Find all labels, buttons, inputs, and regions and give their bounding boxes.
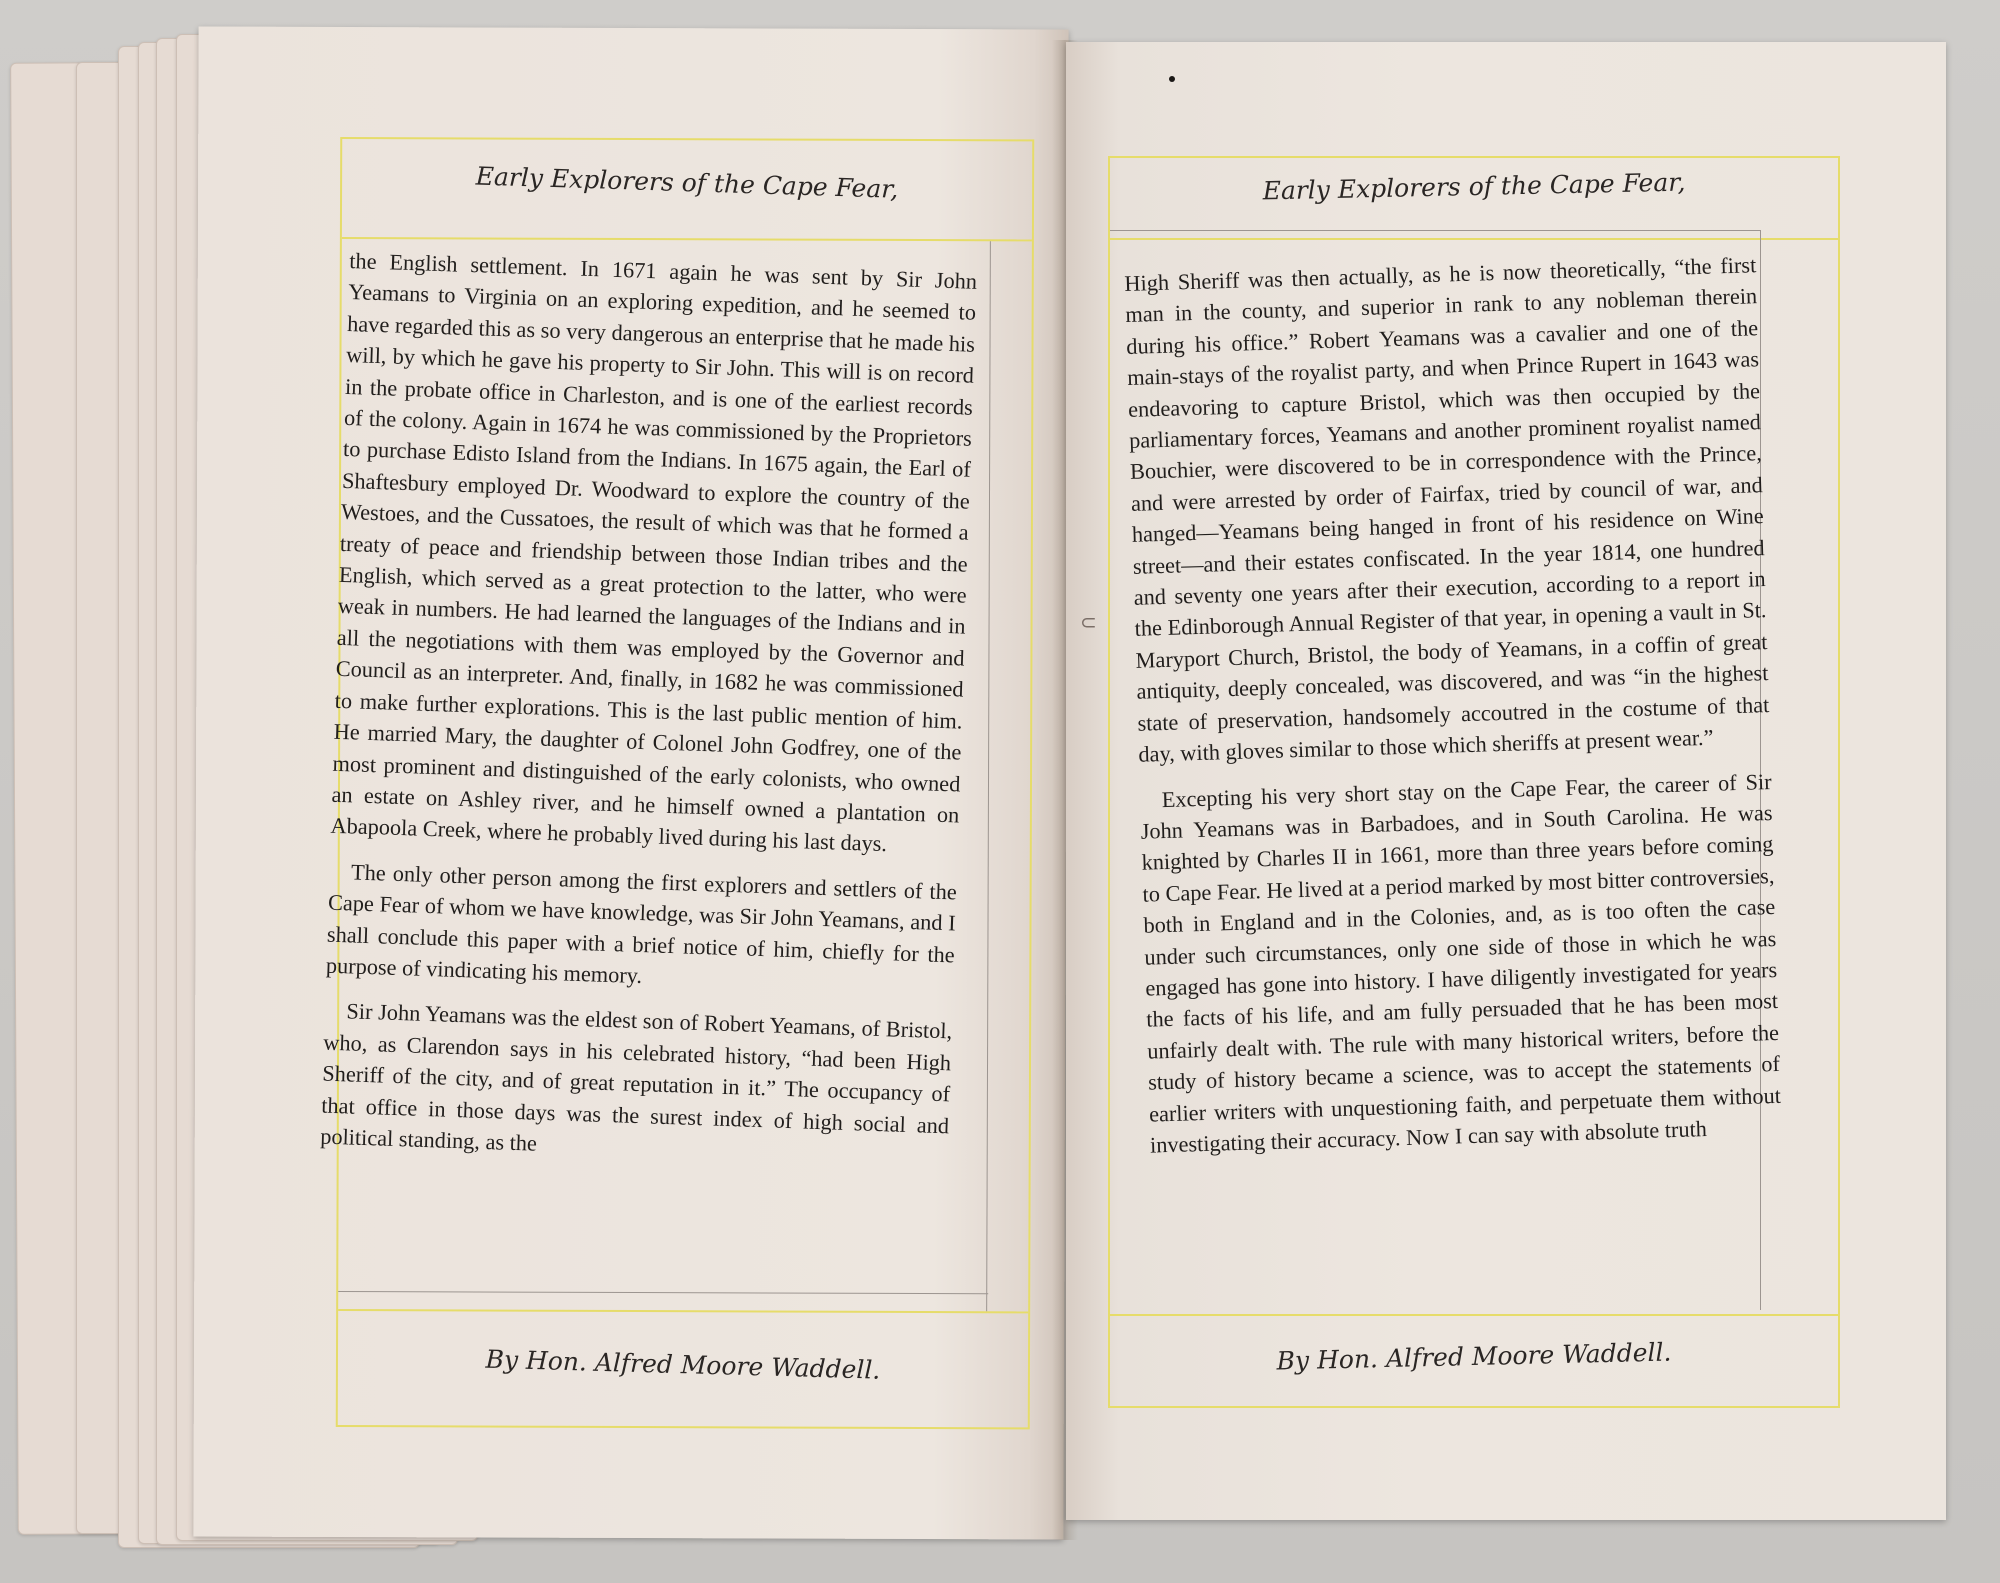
right-page xyxy=(1066,42,1946,1520)
pencil-mark-icon: ⊂ xyxy=(1080,610,1097,634)
running-header: Early Explorers of the Cape Fear, xyxy=(475,161,899,204)
paragraph: Sir John Yeamans was the eldest son of Robert Yeamans, of Bristol, who, as Clarendon says in his celebrated history, “had been High Sheriff of the city, and of great reputation in it.” The occupancy of that office in those days was the surest index of high social and political standing, as the xyxy=(319,998,953,1156)
running-footer: By Hon. Alfred Moore Waddell. xyxy=(1276,1337,1672,1376)
running-header: Early Explorers of the Cape Fear, xyxy=(1262,167,1686,206)
header-rule xyxy=(1110,238,1838,240)
left-page xyxy=(193,26,1068,1539)
running-footer: By Hon. Alfred Moore Waddell. xyxy=(485,1344,881,1385)
body-text xyxy=(1124,249,1782,1161)
column-rule xyxy=(1110,230,1760,231)
paragraph: Excepting his very short stay on the Cape Fear, the career of Sir John Yeamans was in Barbadoes, and in South Carolina. He was knighted by Charles II in 1661, more than three years before coming to Cape Fear. He lived at a period marked by most bitter controversies, both in England and in the Colonies, and, as is too often the case under such circumstances, only one side of those in which he was engaged has gone into history. I have diligently investigated for years the facts of his life, and am fully persuaded that he has been most unfairly dealt with. The rule with many historical writers, before the study of history became a science, was to accept the statements of earlier writers with unquestioning faith, and perpetuate them without investigating their accuracy. Now I can say with absolute truth xyxy=(1140,768,1782,1158)
footer-rule xyxy=(1110,1314,1838,1316)
ink-dot xyxy=(1169,76,1175,82)
body-text xyxy=(320,245,978,1173)
paragraph: The only other person among the first explorers and settlers of the Cape Fear of whom we have knowledge, was Sir John Yeamans, and I shall conclude this paper with a brief notice of him, chiefly for the purpose of vindicating his memory. xyxy=(325,859,958,989)
paragraph: High Sheriff was then actually, as he is now theoretically, “the first man in the county, and superior in rank to any nobleman therein during his office.” Robert Yeamans was a cavalier and one of the main-stays of the royalist party, and when Prince Rupert in 1643 was endeavoring to capture Bristol, which was then occupied by the parliamentary forces, Yeamans and another prominent royalist named Bouchier, were discovered to be in correspondence with the Prince, and were arrested by order of Fairfax, tried by council of war, and hanged—Yeamans being hanged in front of his residence on Wine street—and their estates confiscated. In the year 1814, one hundred and seventy one years after their execution, according to a report in the Edinborough Annual Register of that year, in opening a vault in St. Maryport Church, Bristol, the body of Yeamans, in a coffin of great antiquity, deeply concealed, was discovered, and was “in the highest state of preservation, handsomely accoutred in the costume of that day, with gloves similar to those which sheriffs at present wear.” xyxy=(1124,252,1770,767)
paragraph: the English settlement. In 1671 again he was sent by Sir John Yeamans to Virginia on an exploring expedition, and he seemed to have regarded this as so very dangerous an enterprise that he made his will, by which he gave his property to Sir John. This will is on record in the probate office in Charleston, and is one of the earliest records of the colony. Again in 1674 he was commissioned by the Proprietors to purchase Edisto Island from the Indians. In 1675 again, the Earl of Shaftesbury employed Dr. Woodward to explore the country of the Westoes, and the Cussatoes, the result of which was that he formed a treaty of peace and friendship between those Indian tribes and the English, which served as a great protection to the latter, who were weak in numbers. He had learned the languages of the Indians and in all the negotiations with them was employed by the Governor and Council as an interpreter. And, finally, in 1682 he was commissioned to make further explorations. This is the last public mention of him. He married Mary, the daughter of Colonel John Godfrey, one of the most prominent and distinguished of the early colonists, who owned an estate on Ashley river, and he himself owned a plantation on Abapoola Creek, where he probably lived during his last days. xyxy=(330,248,978,857)
